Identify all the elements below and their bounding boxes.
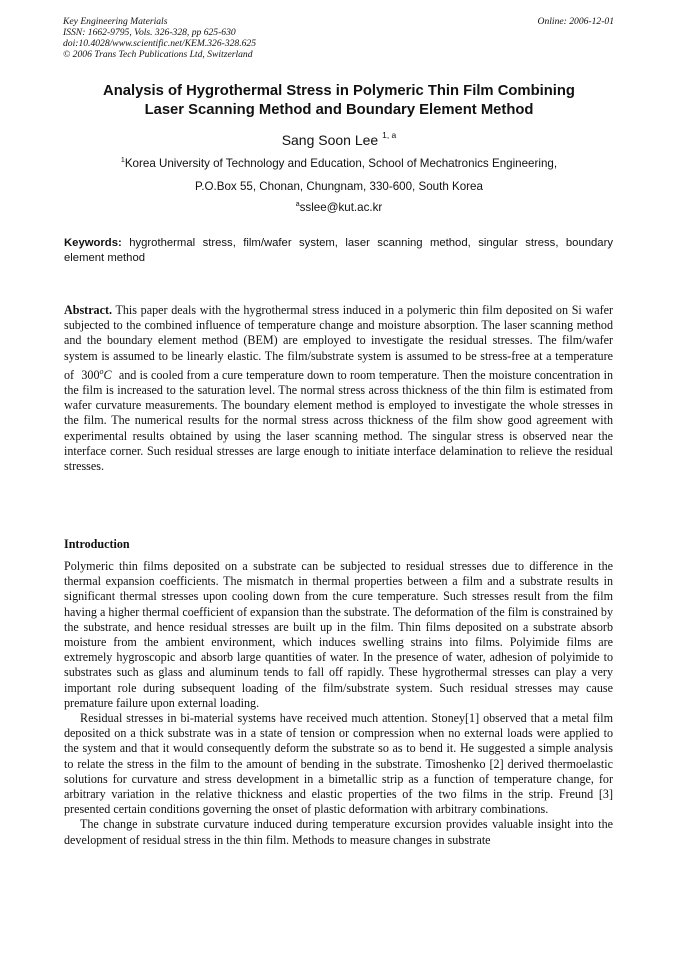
- doi-line: doi:10.4028/www.scientific.net/KEM.326-328.625: [63, 38, 257, 49]
- author-superscript: 1, a: [382, 130, 397, 140]
- abstract-text-part-1: This paper deals with the hygrothermal stress induced in a polymeric thin film deposited on Si wafer subjected to the combined influence of temperature change and moisture absorption. The laser scanning method and the boundary element method (BEM) are employed to investigate the residual stresses. The film/wafer system is assumed to be linearly elastic. The film/substrate system is assumed to be stress-free at a temperature of: [64, 303, 613, 382]
- affiliation-line-2: P.O.Box 55, Chonan, Chungnam, 330-600, South Korea: [195, 180, 483, 193]
- title-line-1: Analysis of Hygrothermal Stress in Polymeric Thin Film Combining: [103, 83, 575, 99]
- temperature-unit: C: [103, 367, 112, 382]
- affiliation-line-1: [0, 157, 678, 170]
- introduction-heading: Introduction: [64, 537, 130, 551]
- email-superscript: a: [295, 201, 300, 208]
- author-name: Sang Soon Lee: [281, 132, 379, 148]
- affiliation-text-1: Korea University of Technology and Education, School of Mechatronics Engineering,: [124, 157, 558, 170]
- online-date: Online: 2006-12-01: [537, 16, 614, 27]
- abstract-text-part-2: and is cooled from a cure temperature down to room temperature. Then the moisture concentration in the film is increased to the saturation level. The normal stress across thickness of the thin film is estimated from wafer curvature measurements. The boundary element method is employed to investigate the whole stresses in the film. The numerical results for the normal stress across thickness of the film show good agreement with experimental results obtained by using the laser scanning method. The singular stress is observed near the interface corner. Such residual stresses are large enough to initiate interface delamination to relieve the residual stresses.: [64, 367, 613, 474]
- copyright-line: © 2006 Trans Tech Publications Ltd, Switzerland: [63, 49, 253, 60]
- paper-title: [40, 82, 638, 120]
- abstract-label: Abstract.: [64, 303, 113, 317]
- journal-name: Key Engineering Materials: [63, 16, 168, 27]
- abstract: [64, 303, 613, 474]
- temperature-formula: [81, 368, 111, 382]
- affiliation-superscript: 1: [120, 157, 125, 164]
- author: [0, 130, 678, 148]
- intro-paragraph: Polymeric thin films deposited on a substrate can be subjected to residual stresses due to difference in the thermal expansion coefficients. The mismatch in thermal properties between a film and a substrate results in significant thermal stresses upon cooling down from the cure temperature. Such stresses result from the film having a higher thermal coefficient of expansion than the substrate. The deformation of the film is constrained by the substrate, and hence residual stresses are built up in the film. Thin films deposited on a substrate absorb moisture from the ambient environment, which induces swelling strains into films. Polyimide films are extremely hygroscopic and absorb large quantities of water. In the presence of water, adhesion of polyimide to substrates such as glass and aluminum tends to fall off rapidly. These hygrothermal stresses can play a very important role during subsequent loading of the film/substrate system. Such residual stresses may cause premature failure upon external loading.: [64, 559, 613, 710]
- intro-paragraph: The change in substrate curvature induced during temperature excursion provides valuable insight into the development of residual stress in the thin film. Methods to measure changes in substrate: [64, 817, 613, 847]
- title-line-2: Laser Scanning Method and Boundary Element Method: [144, 102, 534, 118]
- email-text: sslee@kut.ac.kr: [299, 201, 383, 214]
- author-email: [0, 201, 678, 214]
- journal-header: [63, 16, 256, 60]
- introduction-body: [64, 559, 613, 848]
- keywords-label: Keywords:: [64, 237, 122, 249]
- keywords: [64, 236, 613, 266]
- temperature-value: 300: [81, 367, 100, 382]
- degree-symbol: o: [99, 366, 104, 376]
- keywords-text: hygrothermal stress, film/wafer system, laser scanning method, singular stress, boundary element method: [64, 237, 613, 264]
- issn-line: ISSN: 1662-9795, Vols. 326-328, pp 625-630: [63, 27, 236, 38]
- intro-paragraph: Residual stresses in bi-material systems have received much attention. Stoney[1] observed that a metal film deposited on a thick substrate was in a state of tension or compression when no external loads were applied to the system and that it would consequently deform the substrate so as to bend it. He suggested a simple analysis to relate the stress in the film to the amount of bending in the substrate. Timoshenko [2] derived thermoelastic solutions for curvature and stress development in a bimetallic strip as a function of temperature change, for arbitrary variation in the relative thickness and elastic properties of the two films in the strip. Freund [3] presented certain conditions governing the onset of plastic deformation with arbitrary combinations.: [64, 711, 613, 817]
